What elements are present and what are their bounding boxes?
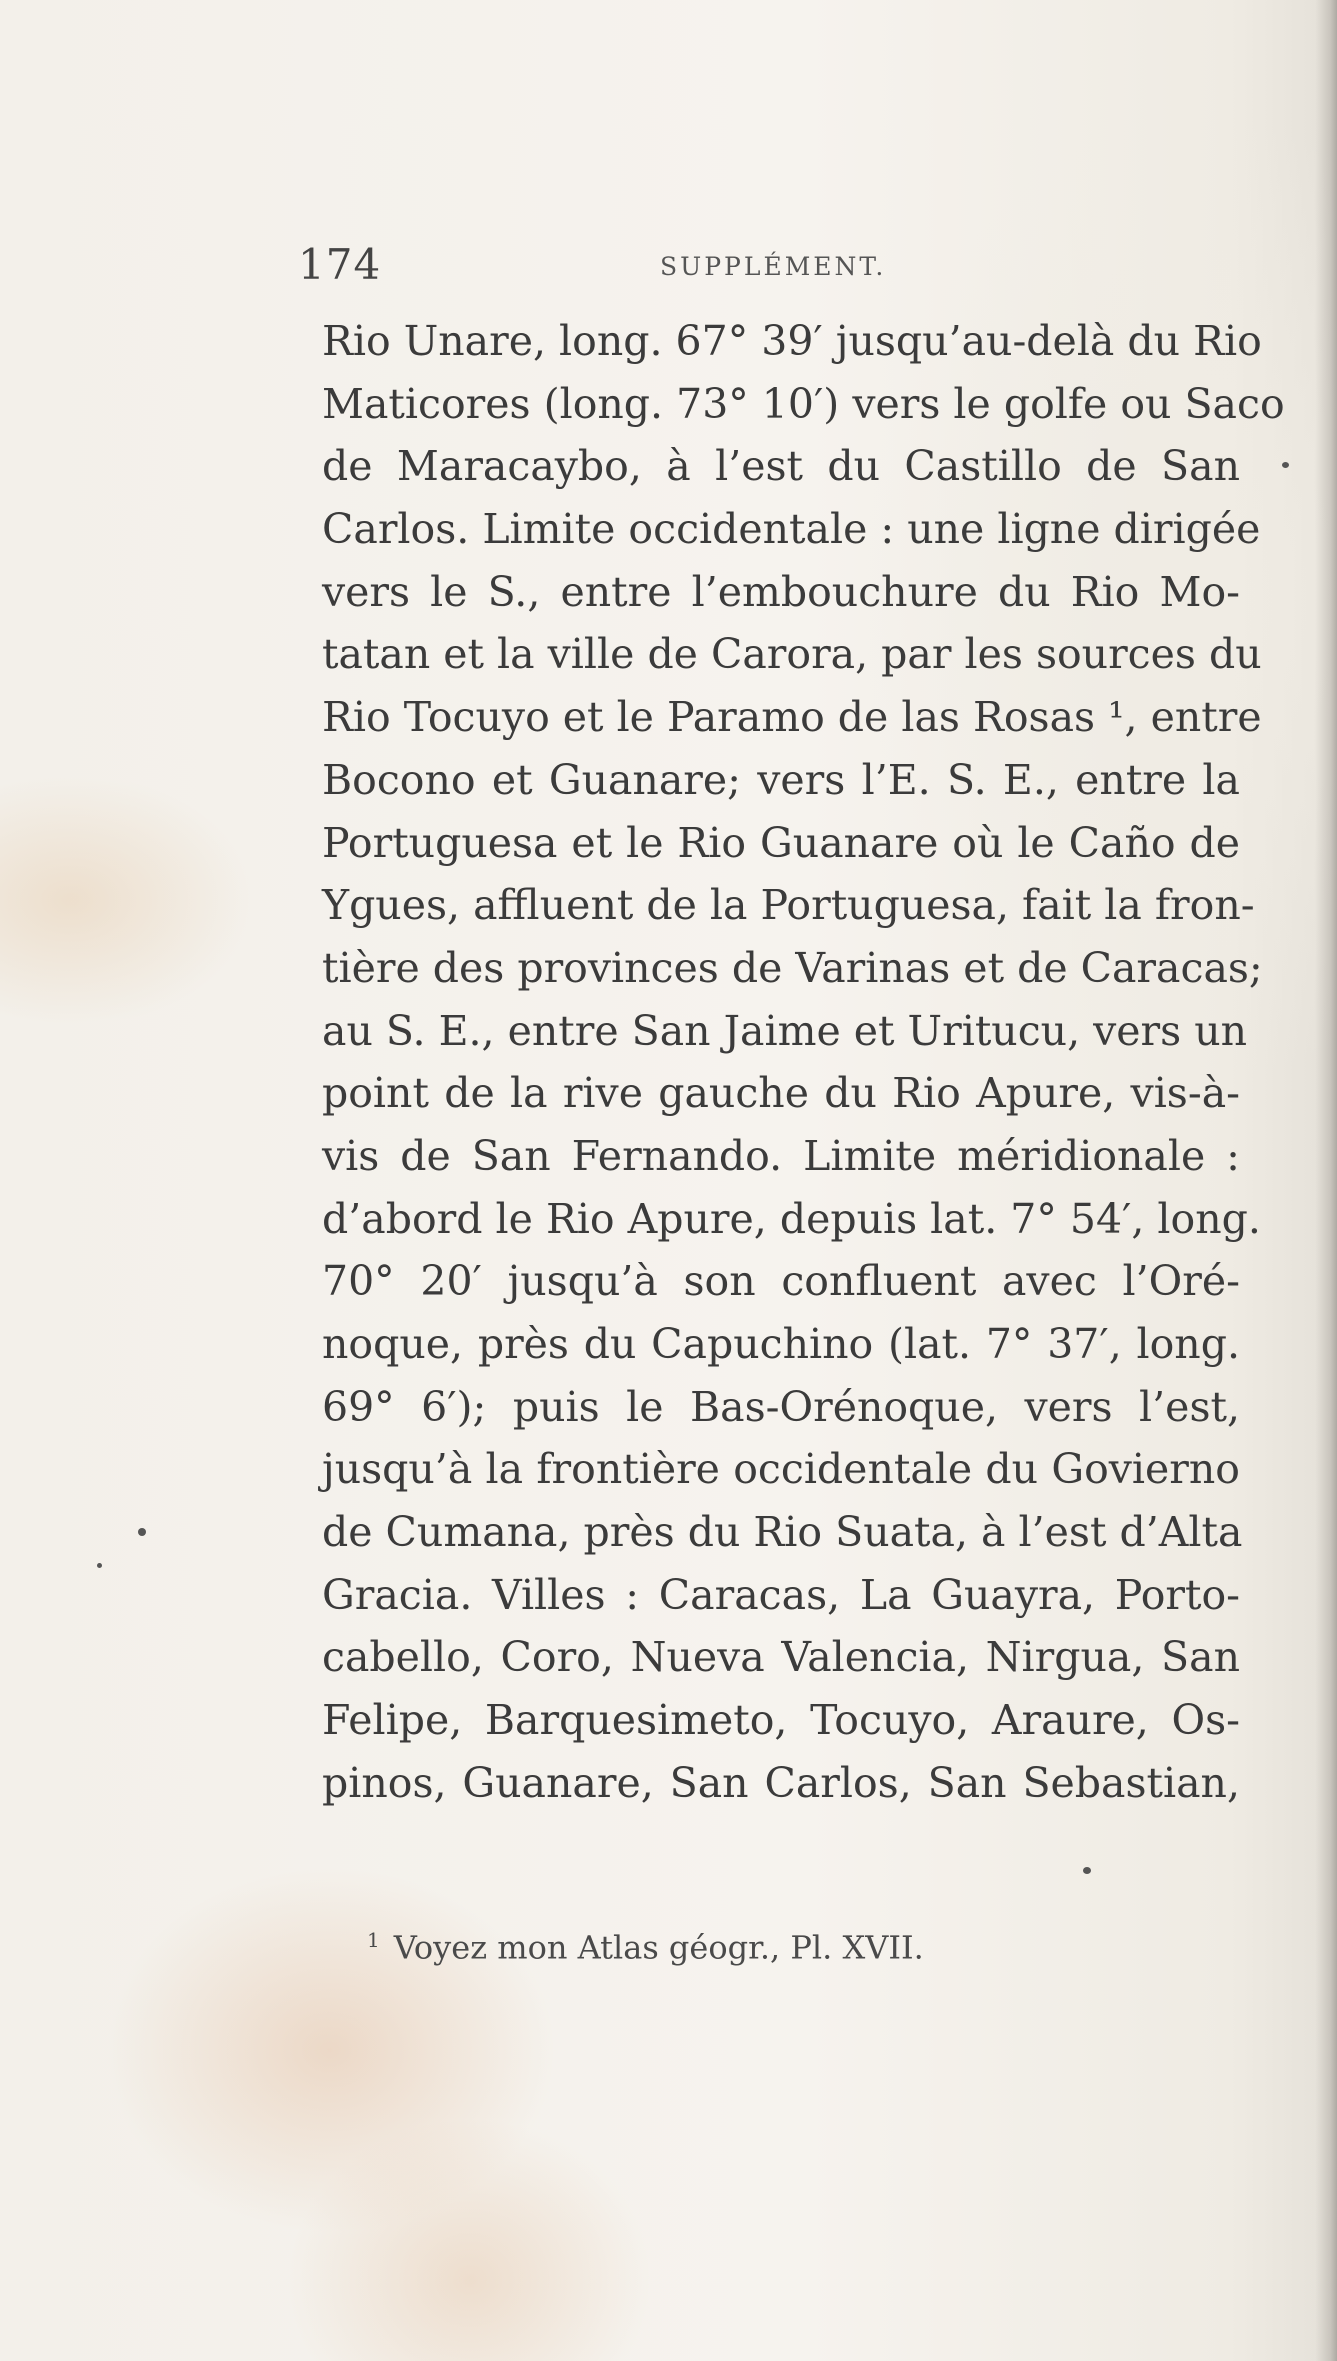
text-line: Carlos. Limite occidentale : une ligne dirigée	[322, 505, 1261, 554]
page-header	[298, 240, 948, 300]
text-line: cabello, Coro, Nueva Valencia, Nirgua, San	[322, 1633, 1240, 1682]
text-line: Gracia. Villes : Caracas, La Guayra, Porto-	[322, 1570, 1240, 1619]
text-line: de Cumana, près du Rio Suata, à l’est d’Alta	[322, 1508, 1243, 1557]
text-line: 70° 20′ jusqu’à son confluent avec l’Oré-	[322, 1257, 1240, 1306]
text-line: d’abord le Rio Apure, depuis lat. 7° 54′, long.	[322, 1194, 1261, 1243]
footnote-text: Voyez mon Atlas géogr., Pl. XVII.	[393, 1928, 924, 1967]
text-line: pinos, Guanare, San Carlos, San Sebastian,	[322, 1758, 1240, 1807]
running-head: SUPPLÉMENT.	[660, 252, 887, 281]
text-line: Felipe, Barquesimeto, Tocuyo, Araure, Os-	[322, 1696, 1240, 1745]
text-line: Maticores (long. 73° 10′) vers le golfe ou Saco	[322, 379, 1285, 428]
ink-speck	[97, 1563, 102, 1568]
text-line: au S. E., entre San Jaime et Uritucu, vers un	[322, 1006, 1248, 1055]
text-line: tière des provinces de Varinas et de Caracas;	[322, 943, 1263, 992]
text-line: noque, près du Capuchino (lat. 7° 37′, long.	[322, 1320, 1240, 1368]
ink-speck	[1282, 462, 1289, 468]
text-line: Rio Tocuyo et le Paramo de las Rosas ¹, entre	[322, 693, 1262, 742]
text-line: Bocono et Guanare; vers l’E. S. E., entre la	[322, 755, 1240, 804]
text-line: vis de San Fernando. Limite méridionale :	[322, 1131, 1240, 1180]
text-line: Rio Unare, long. 67° 39′ jusqu’au-delà du Rio	[322, 317, 1262, 365]
text-line: Ygues, affluent de la Portuguesa, fait la fron-	[322, 881, 1255, 930]
page-edge-shadow	[1315, 0, 1337, 2361]
text-line: 69° 6′); puis le Bas-Orénoque, vers l’est,	[322, 1382, 1240, 1431]
body-text	[322, 310, 1285, 1815]
text-line: de Maracaybo, à l’est du Castillo de San	[322, 442, 1240, 491]
ink-speck	[138, 1528, 146, 1536]
ink-speck	[1083, 1867, 1091, 1874]
page-number: 174	[298, 240, 382, 289]
text-line: tatan et la ville de Carora, par les sources du	[322, 630, 1262, 679]
footnote-marker: 1	[367, 1928, 380, 1952]
text-line: Portuguesa et le Rio Guanare où le Caño de	[322, 818, 1240, 867]
text-line: point de la rive gauche du Rio Apure, vis-à-	[322, 1069, 1240, 1118]
text-line: jusqu’à la frontière occidentale du Govierno	[322, 1445, 1240, 1494]
text-line: vers le S., entre l’embouchure du Rio Mo-	[322, 567, 1240, 616]
footnote	[367, 1918, 1067, 1970]
